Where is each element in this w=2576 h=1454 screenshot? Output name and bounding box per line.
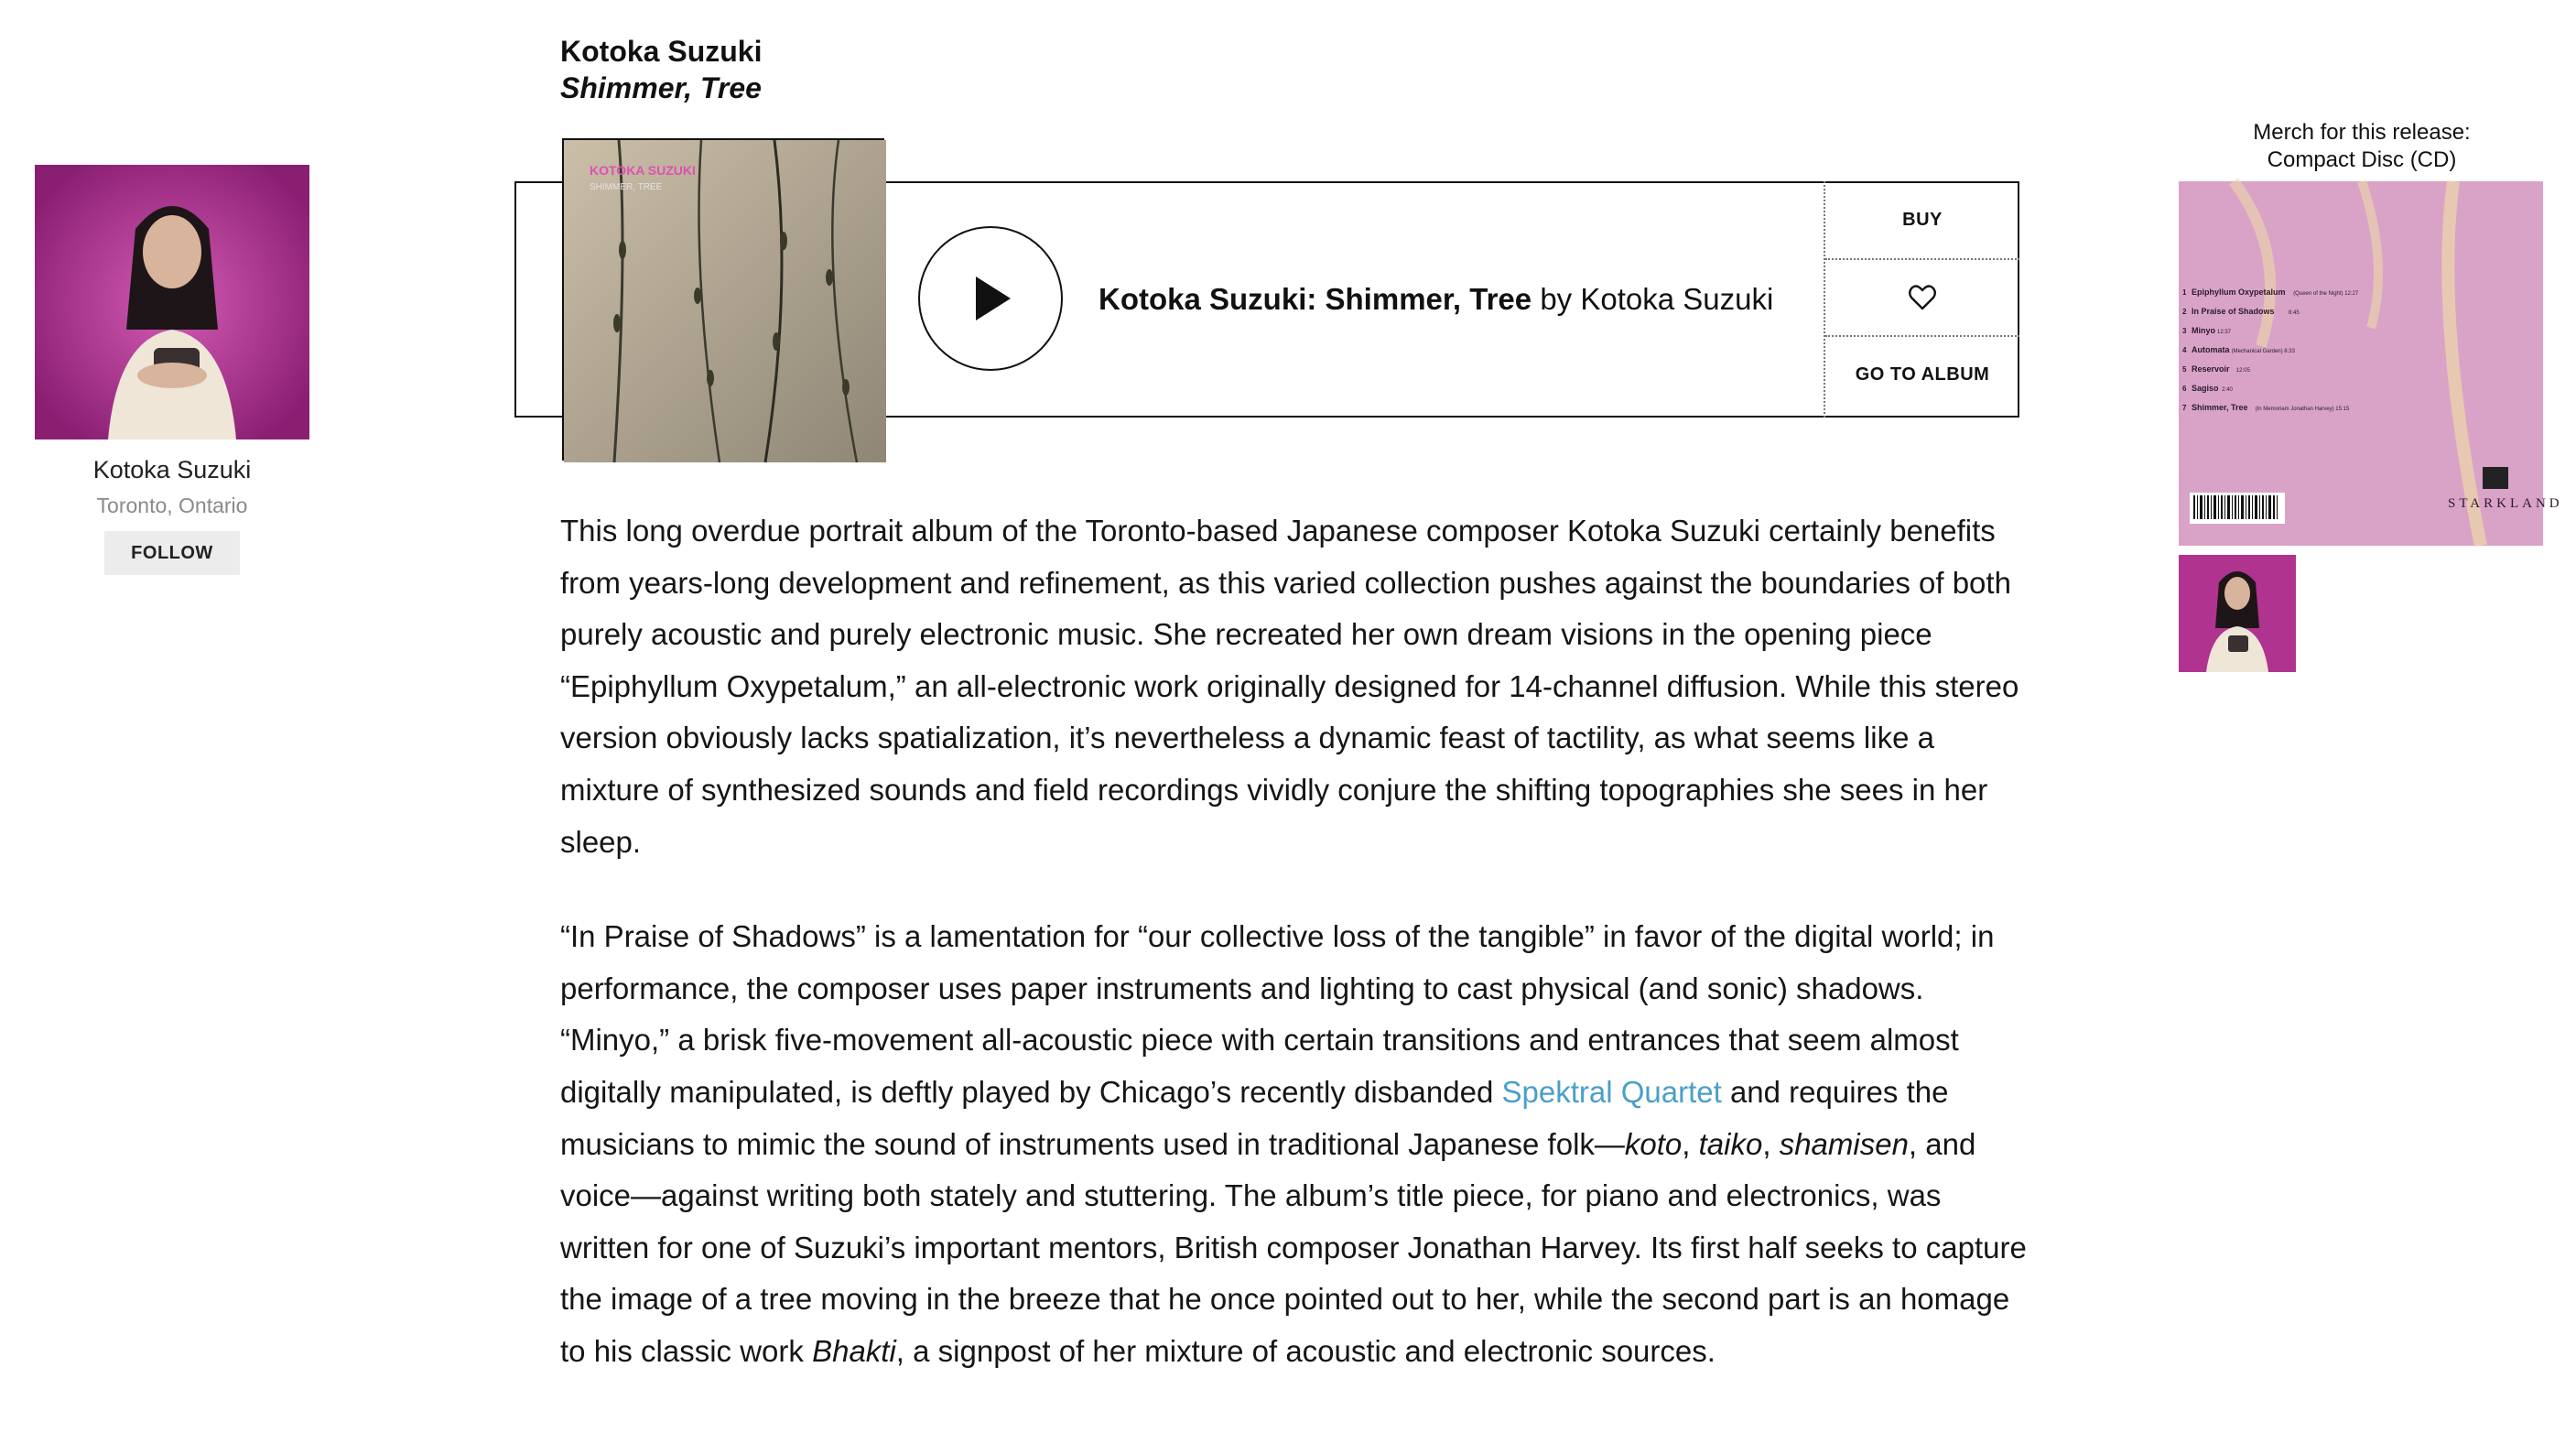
cd-track-title: Epiphyllum Oxypetalum — [2192, 288, 2286, 297]
article-paragraph-2 — [560, 911, 2034, 1377]
cd-track-sub: 2:40 — [2222, 387, 2233, 393]
merch-thumbnail[interactable] — [2179, 555, 2296, 672]
play-icon — [963, 271, 1018, 326]
cd-track-title: In Praise of Shadows — [2192, 307, 2275, 316]
cd-track-number: 4 — [2182, 346, 2187, 354]
play-button[interactable] — [918, 226, 1063, 371]
article-text: , and voice—against writing both stately and stuttering. The album’s title piece, for piano and electronics, was written for one of Suzuki’s important mentors, British composer Jonathan Harvey. Its first half seeks to capture the image of a tree moving in the breeze that he once pointed out to her, while the second part is an homage to his classic work — [560, 1126, 2027, 1368]
article-text: , — [1762, 1126, 1780, 1161]
article-body — [560, 505, 2034, 1378]
follow-button[interactable]: FOLLOW — [104, 531, 240, 575]
track-title-line — [1099, 282, 1773, 317]
article-paragraph-1: This long overdue portrait album of the Toronto-based Japanese composer Kotoka Suzuki certainly benefits from years-long development and refinement, as this varied collection pushes against the boundaries of both purely acoustic and purely electronic music. She recreated her own dream visions in the opening piece “Epiphyllum Oxypetalum,” an all-electronic work originally designed for 14-channel diffusion. While this stereo version obviously lacks spatialization, it’s nevertheless a dynamic feast of tactility, as what seems like a mixture of synthesized sounds and field recordings vividly conjure the shifting topographies she sees in her sleep. — [560, 514, 2019, 859]
player-actions — [1824, 181, 2019, 418]
cd-track-title: Shimmer, Tree — [2192, 403, 2248, 412]
go-to-album-button[interactable]: GO TO ALBUM — [1825, 335, 2019, 412]
cd-track-sub: 12:05 — [2235, 368, 2250, 374]
header-album[interactable]: Shimmer, Tree — [560, 71, 762, 104]
cd-track-number: 7 — [2182, 404, 2187, 412]
merch-cd-image[interactable] — [2179, 181, 2563, 546]
header-artist[interactable]: Kotoka Suzuki — [560, 35, 763, 68]
spektral-quartet-link[interactable]: Spektral Quartet — [1501, 1074, 1722, 1109]
cover-artist-text: KOTOKA SUZUKI — [590, 163, 696, 178]
artist-location: Toronto, Ontario — [96, 494, 248, 517]
cd-track-number: 6 — [2182, 385, 2187, 393]
album-cover-art — [564, 140, 886, 462]
merch-thumb-art — [2179, 555, 2296, 672]
album-cover[interactable] — [562, 138, 884, 461]
cd-track-sub: 8:45 — [2289, 310, 2300, 316]
article-italic: Bhakti — [812, 1333, 896, 1368]
cd-track-title: Minyo — [2192, 326, 2215, 335]
buy-button[interactable]: BUY — [1902, 209, 1943, 230]
merch-heading-line1: Merch for this release: — [2253, 120, 2471, 145]
article-italic: shamisen — [1779, 1126, 1909, 1161]
wishlist-button[interactable] — [1825, 258, 2019, 335]
track-by[interactable]: by Kotoka Suzuki — [1540, 282, 1774, 316]
cd-track-title: Automata — [2192, 345, 2230, 354]
cd-track-number: 1 — [2182, 288, 2187, 297]
cd-track-sub: (Mechanical Garden) 8:33 — [2231, 349, 2295, 354]
cd-back-art — [2179, 181, 2563, 546]
artist-card — [35, 165, 309, 575]
article-text: and requires the musicians to mimic the sound of instruments used in traditional Japanese folk— — [560, 1074, 1949, 1161]
cd-track-number: 2 — [2182, 308, 2187, 316]
cd-track-sub: 12:37 — [2217, 330, 2232, 335]
cd-track-number: 5 — [2182, 365, 2187, 374]
article-italic: taiko — [1698, 1126, 1763, 1161]
track-title[interactable]: Kotoka Suzuki: Shimmer, Tree — [1099, 282, 1532, 316]
merch-heading-line2[interactable]: Compact Disc (CD) — [2267, 147, 2457, 172]
cd-track-number: 3 — [2182, 327, 2187, 335]
merch-heading — [2179, 119, 2545, 174]
cover-album-text: SHIMMER, TREE — [590, 182, 663, 192]
cd-track-sub: (In Memoriam Jonathan Harvey) 15:15 — [2255, 407, 2350, 412]
cd-track-sub: (Queen of the Night) 12:27 — [2293, 291, 2359, 297]
cd-label-text: STARKLAND — [2448, 496, 2563, 511]
artist-name[interactable]: Kotoka Suzuki — [92, 456, 252, 483]
artist-avatar[interactable] — [35, 165, 309, 439]
article-text: “In Praise of Shadows” is a lamentation for “our collective loss of the tangible” in favor of the digital world; in performance, the composer uses paper instruments and lighting to cast physical (and sonic) shadows. “Minyo,” a brisk five-movement all-acoustic piece with certain transitions and entrances that seem almost digitally manipulated, is deftly played by Chicago’s recently disbanded — [560, 919, 1995, 1109]
article-text: , — [1682, 1126, 1699, 1161]
article-text: , a signpost of her mixture of acoustic and electronic sources. — [895, 1333, 1716, 1368]
article-italic: koto — [1624, 1126, 1683, 1161]
heart-icon — [1909, 285, 1936, 310]
cd-track-title: Sagiso — [2192, 384, 2219, 393]
cd-track-title: Reservoir — [2192, 364, 2230, 374]
